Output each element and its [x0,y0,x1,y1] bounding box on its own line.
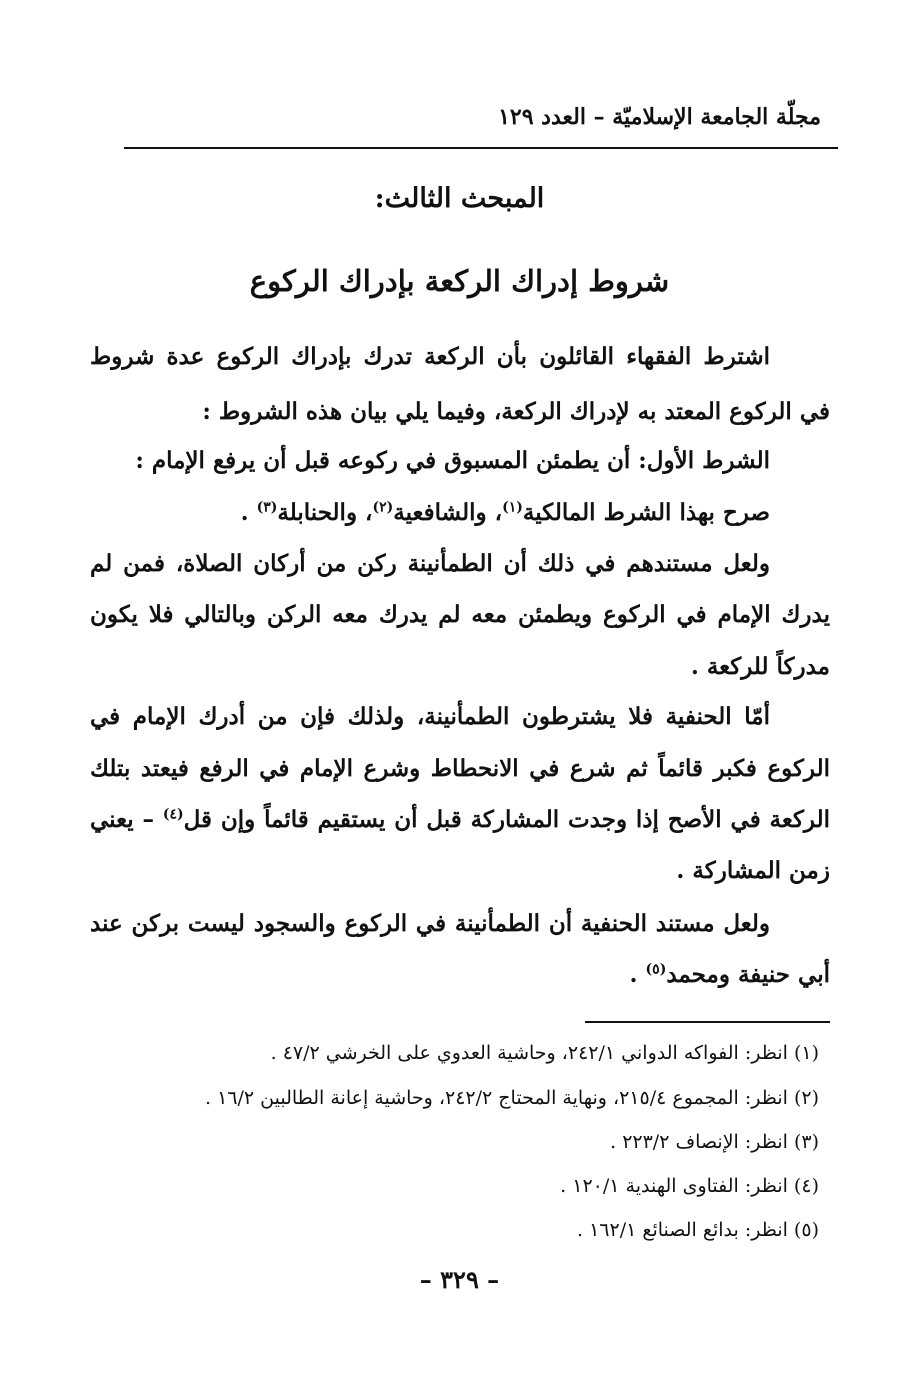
body-line-1: اشترط الفقهاء القائلون بأن الركعة تدرك بإدراك الركوع عدة شروط [90,343,770,370]
chapter-title: شروط إدراك الركعة بإدراك الركوع [249,264,670,298]
footnote-ref-4[interactable]: (٤) [162,806,184,823]
body-line-10 [90,805,830,835]
body-line-4 [90,498,770,528]
footnote-4: (٤) انظر: الفتاوى الهندية ١٢٠/١ . [560,1175,819,1197]
body-text: ، والحنابلة [277,499,373,526]
body-text: . [240,499,257,526]
footnote-3: (٣) انظر: الإنصاف ٢٢٣/٢ . [610,1131,819,1153]
body-line-3: الشرط الأول: أن يطمئن المسبوق في ركوعه قبل أن يرفع الإمام : [135,447,770,474]
body-text: ، والشافعية [393,499,503,526]
body-text: أبي حنيفة ومحمد [666,961,830,988]
body-line-12: ولعل مستند الحنفية أن الطمأنينة في الركوع والسجود ليست بركن عند [90,910,770,937]
body-text: الركعة في الأصح إذا وجدت المشاركة قبل أن يستقيم قائماً وإن قل [183,806,830,833]
body-text: – يعني [90,806,163,833]
footnote-ref-2[interactable]: (٢) [372,499,394,516]
footnote-ref-5[interactable]: (٥) [645,961,667,978]
body-line-5: ولعل مستندهم في ذلك أن الطمأنينة ركن من أركان الصلاة، فمن لم [90,550,770,577]
body-line-9: الركوع فكبر قائماً ثم شرع في الانحطاط وشرع الإمام في الرفع فيعتد بتلك [90,755,830,782]
body-text: . [629,961,646,988]
body-text: صرح بهذا الشرط المالكية [522,499,770,526]
footnote-rule [585,1021,830,1023]
section-title: المبحث الثالث: [374,183,545,214]
footnote-ref-1[interactable]: (١) [502,499,523,516]
footnote-2: (٢) انظر: المجموع ٢١٥/٤، ونهاية المحتاج ٢٤٢/٢، وحاشية إعانة الطالبين ١٦/٢ . [205,1087,819,1109]
body-line-2: في الركوع المعتد به لإدراك الركعة، وفيما يلي بيان هذه الشروط : [202,398,830,425]
body-line-11: زمن المشاركة . [676,857,830,884]
body-line-6: يدرك الإمام في الركوع ويطمئن معه لم يدرك معه الركن وبالتالي فلا يكون [90,601,830,628]
footnote-5: (٥) انظر: بدائع الصنائع ١٦٢/١ . [577,1219,819,1241]
footnote-ref-3[interactable]: (٣) [256,499,278,516]
footnote-1: (١) انظر: الفواكه الدواني ٢٤٢/١، وحاشية العدوي على الخرشي ٤٧/٢ . [270,1042,819,1064]
header-rule [124,147,838,149]
page-number: – ٣٢٩ – [419,1265,500,1294]
body-line-8: أمّا الحنفية فلا يشترطون الطمأنينة، ولذلك فإن من أدرك الإمام في [90,703,770,730]
running-header: مجلّة الجامعة الإسلاميّة – العدد ١٢٩ [498,104,821,130]
body-line-7: مدركاً للركعة . [690,653,830,680]
body-line-13 [90,960,830,990]
